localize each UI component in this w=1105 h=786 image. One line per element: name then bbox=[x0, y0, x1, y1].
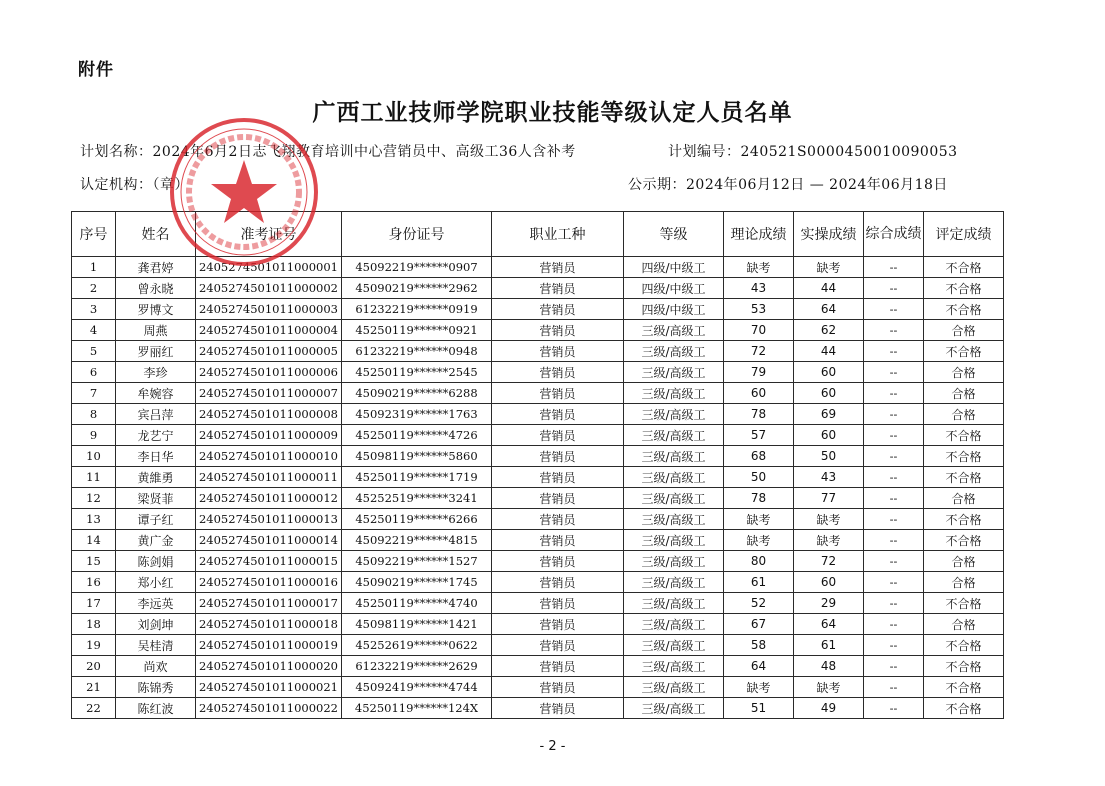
skill-level: 三级/高级工 bbox=[624, 635, 724, 656]
exam-ticket-number: 2405274501011000018 bbox=[196, 614, 342, 635]
row-index: 19 bbox=[72, 635, 116, 656]
exam-ticket-number: 2405274501011000009 bbox=[196, 425, 342, 446]
skill-level: 三级/高级工 bbox=[624, 341, 724, 362]
row-index: 16 bbox=[72, 572, 116, 593]
plan-name: 计划名称：2024年6月2日志飞翔教育培训中心营销员中、高级工36人含补考 bbox=[80, 144, 576, 160]
exam-ticket-number: 2405274501011000020 bbox=[196, 656, 342, 677]
exam-ticket-number: 2405274501011000013 bbox=[196, 509, 342, 530]
final-result: 不合格 bbox=[924, 677, 1004, 698]
theory-score: 78 bbox=[724, 404, 794, 425]
theory-score: 51 bbox=[724, 698, 794, 719]
table-row bbox=[72, 635, 1004, 656]
occupation: 营销员 bbox=[492, 551, 624, 572]
table-row bbox=[72, 404, 1004, 425]
practical-score: 缺考 bbox=[794, 257, 864, 278]
practical-score: 缺考 bbox=[794, 530, 864, 551]
table-row bbox=[72, 677, 1004, 698]
person-name: 刘剑坤 bbox=[116, 614, 196, 635]
person-name: 黄广金 bbox=[116, 530, 196, 551]
person-name: 李远英 bbox=[116, 593, 196, 614]
theory-score: 80 bbox=[724, 551, 794, 572]
table-row bbox=[72, 278, 1004, 299]
person-name: 罗博文 bbox=[116, 299, 196, 320]
id-number: 45092419******4744 bbox=[342, 677, 492, 698]
theory-score: 79 bbox=[724, 362, 794, 383]
composite-score: -- bbox=[864, 614, 924, 635]
final-result: 不合格 bbox=[924, 593, 1004, 614]
exam-ticket-number: 2405274501011000002 bbox=[196, 278, 342, 299]
page-number: - 2 - bbox=[539, 739, 566, 754]
practical-score: 60 bbox=[794, 362, 864, 383]
occupation: 营销员 bbox=[492, 362, 624, 383]
table-row bbox=[72, 446, 1004, 467]
composite-score: -- bbox=[864, 635, 924, 656]
theory-score: 缺考 bbox=[724, 530, 794, 551]
row-index: 15 bbox=[72, 551, 116, 572]
theory-score: 缺考 bbox=[724, 257, 794, 278]
person-name: 曾永晓 bbox=[116, 278, 196, 299]
occupation: 营销员 bbox=[492, 425, 624, 446]
exam-ticket-number: 2405274501011000003 bbox=[196, 299, 342, 320]
final-result: 合格 bbox=[924, 404, 1004, 425]
occupation: 营销员 bbox=[492, 446, 624, 467]
theory-score: 61 bbox=[724, 572, 794, 593]
row-index: 20 bbox=[72, 656, 116, 677]
occupation: 营销员 bbox=[492, 467, 624, 488]
column-header: 理论成绩 bbox=[724, 212, 794, 257]
final-result: 不合格 bbox=[924, 341, 1004, 362]
composite-score: -- bbox=[864, 362, 924, 383]
table-row bbox=[72, 593, 1004, 614]
occupation: 营销员 bbox=[492, 614, 624, 635]
table-row bbox=[72, 341, 1004, 362]
exam-ticket-number: 2405274501011000016 bbox=[196, 572, 342, 593]
document-title: 广西工业技师学院职业技能等级认定人员名单 bbox=[312, 100, 793, 126]
theory-score: 53 bbox=[724, 299, 794, 320]
composite-score: -- bbox=[864, 467, 924, 488]
occupation: 营销员 bbox=[492, 656, 624, 677]
skill-level: 三级/高级工 bbox=[624, 446, 724, 467]
person-name: 陈红波 bbox=[116, 698, 196, 719]
id-number: 61232219******2629 bbox=[342, 656, 492, 677]
row-index: 8 bbox=[72, 404, 116, 425]
column-header: 职业工种 bbox=[492, 212, 624, 257]
final-result: 不合格 bbox=[924, 635, 1004, 656]
table-row bbox=[72, 299, 1004, 320]
exam-ticket-number: 2405274501011000017 bbox=[196, 593, 342, 614]
composite-score: -- bbox=[864, 425, 924, 446]
exam-ticket-number: 2405274501011000022 bbox=[196, 698, 342, 719]
composite-score: -- bbox=[864, 299, 924, 320]
practical-score: 61 bbox=[794, 635, 864, 656]
row-index: 9 bbox=[72, 425, 116, 446]
theory-score: 50 bbox=[724, 467, 794, 488]
occupation: 营销员 bbox=[492, 677, 624, 698]
practical-score: 72 bbox=[794, 551, 864, 572]
practical-score: 60 bbox=[794, 383, 864, 404]
row-index: 2 bbox=[72, 278, 116, 299]
skill-level: 三级/高级工 bbox=[624, 698, 724, 719]
publicity-period: 公示期：2024年06月12日 — 2024年06月18日 bbox=[628, 177, 948, 193]
theory-score: 58 bbox=[724, 635, 794, 656]
final-result: 合格 bbox=[924, 572, 1004, 593]
occupation: 营销员 bbox=[492, 530, 624, 551]
table-body bbox=[72, 257, 1004, 719]
practical-score: 64 bbox=[794, 299, 864, 320]
final-result: 不合格 bbox=[924, 530, 1004, 551]
skill-level: 三级/高级工 bbox=[624, 572, 724, 593]
skill-level: 三级/高级工 bbox=[624, 593, 724, 614]
id-number: 45250119******124X bbox=[342, 698, 492, 719]
composite-score: -- bbox=[864, 572, 924, 593]
practical-score: 缺考 bbox=[794, 509, 864, 530]
id-number: 45250119******6266 bbox=[342, 509, 492, 530]
certifying-organization: 认定机构：（章） bbox=[80, 177, 189, 193]
person-name: 谭子红 bbox=[116, 509, 196, 530]
practical-score: 50 bbox=[794, 446, 864, 467]
composite-score: -- bbox=[864, 383, 924, 404]
exam-ticket-number: 2405274501011000007 bbox=[196, 383, 342, 404]
skill-level: 三级/高级工 bbox=[624, 467, 724, 488]
theory-score: 68 bbox=[724, 446, 794, 467]
composite-score: -- bbox=[864, 278, 924, 299]
practical-score: 44 bbox=[794, 341, 864, 362]
row-index: 18 bbox=[72, 614, 116, 635]
theory-score: 43 bbox=[724, 278, 794, 299]
column-header: 准考证号 bbox=[196, 212, 342, 257]
person-name: 李日华 bbox=[116, 446, 196, 467]
id-number: 45092219******4815 bbox=[342, 530, 492, 551]
skill-level: 三级/高级工 bbox=[624, 383, 724, 404]
exam-ticket-number: 2405274501011000004 bbox=[196, 320, 342, 341]
person-name: 郑小红 bbox=[116, 572, 196, 593]
occupation: 营销员 bbox=[492, 341, 624, 362]
skill-level: 三级/高级工 bbox=[624, 677, 724, 698]
exam-ticket-number: 2405274501011000005 bbox=[196, 341, 342, 362]
person-name: 牟婉容 bbox=[116, 383, 196, 404]
composite-score: -- bbox=[864, 677, 924, 698]
final-result: 合格 bbox=[924, 551, 1004, 572]
id-number: 61232219******0948 bbox=[342, 341, 492, 362]
exam-ticket-number: 2405274501011000008 bbox=[196, 404, 342, 425]
practical-score: 48 bbox=[794, 656, 864, 677]
person-name: 尚欢 bbox=[116, 656, 196, 677]
exam-ticket-number: 2405274501011000015 bbox=[196, 551, 342, 572]
exam-ticket-number: 2405274501011000006 bbox=[196, 362, 342, 383]
final-result: 合格 bbox=[924, 320, 1004, 341]
skill-level: 三级/高级工 bbox=[624, 614, 724, 635]
plan-code: 计划编号：240521S0000450010090053 bbox=[668, 144, 958, 160]
occupation: 营销员 bbox=[492, 593, 624, 614]
practical-score: 44 bbox=[794, 278, 864, 299]
id-number: 45250119******4740 bbox=[342, 593, 492, 614]
id-number: 45250119******0921 bbox=[342, 320, 492, 341]
occupation: 营销员 bbox=[492, 320, 624, 341]
occupation: 营销员 bbox=[492, 278, 624, 299]
id-number: 61232219******0919 bbox=[342, 299, 492, 320]
id-number: 45092219******0907 bbox=[342, 257, 492, 278]
id-number: 45250119******4726 bbox=[342, 425, 492, 446]
skill-level: 三级/高级工 bbox=[624, 320, 724, 341]
id-number: 45250119******1719 bbox=[342, 467, 492, 488]
exam-ticket-number: 2405274501011000010 bbox=[196, 446, 342, 467]
column-header: 序号 bbox=[72, 212, 116, 257]
column-header: 等级 bbox=[624, 212, 724, 257]
theory-score: 57 bbox=[724, 425, 794, 446]
composite-score: -- bbox=[864, 320, 924, 341]
column-header: 评定成绩 bbox=[924, 212, 1004, 257]
column-header: 姓名 bbox=[116, 212, 196, 257]
practical-score: 49 bbox=[794, 698, 864, 719]
table-row bbox=[72, 467, 1004, 488]
composite-score: -- bbox=[864, 404, 924, 425]
row-index: 12 bbox=[72, 488, 116, 509]
column-header: 综合成绩 bbox=[864, 212, 924, 257]
composite-score: -- bbox=[864, 446, 924, 467]
practical-score: 29 bbox=[794, 593, 864, 614]
table-row bbox=[72, 530, 1004, 551]
person-name: 宾吕萍 bbox=[116, 404, 196, 425]
skill-level: 三级/高级工 bbox=[624, 362, 724, 383]
final-result: 不合格 bbox=[924, 446, 1004, 467]
id-number: 45090219******1745 bbox=[342, 572, 492, 593]
theory-score: 70 bbox=[724, 320, 794, 341]
practical-score: 77 bbox=[794, 488, 864, 509]
theory-score: 64 bbox=[724, 656, 794, 677]
row-index: 1 bbox=[72, 257, 116, 278]
final-result: 不合格 bbox=[924, 278, 1004, 299]
id-number: 45252619******0622 bbox=[342, 635, 492, 656]
row-index: 11 bbox=[72, 467, 116, 488]
final-result: 不合格 bbox=[924, 257, 1004, 278]
row-index: 17 bbox=[72, 593, 116, 614]
row-index: 7 bbox=[72, 383, 116, 404]
column-header: 实操成绩 bbox=[794, 212, 864, 257]
id-number: 45090219******2962 bbox=[342, 278, 492, 299]
row-index: 13 bbox=[72, 509, 116, 530]
theory-score: 52 bbox=[724, 593, 794, 614]
skill-level: 四级/中级工 bbox=[624, 299, 724, 320]
final-result: 合格 bbox=[924, 614, 1004, 635]
row-index: 4 bbox=[72, 320, 116, 341]
theory-score: 60 bbox=[724, 383, 794, 404]
person-name: 陈锦秀 bbox=[116, 677, 196, 698]
final-result: 不合格 bbox=[924, 698, 1004, 719]
table-row bbox=[72, 551, 1004, 572]
practical-score: 缺考 bbox=[794, 677, 864, 698]
skill-level: 三级/高级工 bbox=[624, 551, 724, 572]
person-name: 龚君婷 bbox=[116, 257, 196, 278]
row-index: 10 bbox=[72, 446, 116, 467]
table-header-row bbox=[72, 212, 1004, 257]
composite-score: -- bbox=[864, 656, 924, 677]
occupation: 营销员 bbox=[492, 488, 624, 509]
theory-score: 缺考 bbox=[724, 509, 794, 530]
table-row bbox=[72, 614, 1004, 635]
row-index: 22 bbox=[72, 698, 116, 719]
row-index: 14 bbox=[72, 530, 116, 551]
practical-score: 60 bbox=[794, 572, 864, 593]
id-number: 45092219******1527 bbox=[342, 551, 492, 572]
exam-ticket-number: 2405274501011000021 bbox=[196, 677, 342, 698]
id-number: 45092319******1763 bbox=[342, 404, 492, 425]
row-index: 21 bbox=[72, 677, 116, 698]
practical-score: 60 bbox=[794, 425, 864, 446]
occupation: 营销员 bbox=[492, 635, 624, 656]
skill-level: 三级/高级工 bbox=[624, 488, 724, 509]
exam-ticket-number: 2405274501011000014 bbox=[196, 530, 342, 551]
row-index: 3 bbox=[72, 299, 116, 320]
person-name: 黄維勇 bbox=[116, 467, 196, 488]
skill-level: 三级/高级工 bbox=[624, 656, 724, 677]
occupation: 营销员 bbox=[492, 299, 624, 320]
composite-score: -- bbox=[864, 530, 924, 551]
table-row bbox=[72, 488, 1004, 509]
table-row bbox=[72, 698, 1004, 719]
occupation: 营销员 bbox=[492, 509, 624, 530]
table-row bbox=[72, 362, 1004, 383]
table-row bbox=[72, 425, 1004, 446]
table-row bbox=[72, 572, 1004, 593]
occupation: 营销员 bbox=[492, 257, 624, 278]
person-name: 梁贤菲 bbox=[116, 488, 196, 509]
id-number: 45250119******2545 bbox=[342, 362, 492, 383]
theory-score: 78 bbox=[724, 488, 794, 509]
theory-score: 缺考 bbox=[724, 677, 794, 698]
table-row bbox=[72, 656, 1004, 677]
person-name: 罗丽红 bbox=[116, 341, 196, 362]
person-name: 陈剑娟 bbox=[116, 551, 196, 572]
skill-level: 四级/中级工 bbox=[624, 278, 724, 299]
practical-score: 43 bbox=[794, 467, 864, 488]
composite-score: -- bbox=[864, 551, 924, 572]
table-row bbox=[72, 383, 1004, 404]
skill-level: 三级/高级工 bbox=[624, 530, 724, 551]
composite-score: -- bbox=[864, 488, 924, 509]
final-result: 不合格 bbox=[924, 299, 1004, 320]
personnel-table bbox=[71, 211, 1004, 719]
skill-level: 三级/高级工 bbox=[624, 425, 724, 446]
attachment-label: 附件 bbox=[78, 60, 114, 80]
person-name: 吴桂清 bbox=[116, 635, 196, 656]
skill-level: 四级/中级工 bbox=[624, 257, 724, 278]
final-result: 合格 bbox=[924, 488, 1004, 509]
final-result: 不合格 bbox=[924, 656, 1004, 677]
theory-score: 72 bbox=[724, 341, 794, 362]
person-name: 龙艺宁 bbox=[116, 425, 196, 446]
column-header: 身份证号 bbox=[342, 212, 492, 257]
composite-score: -- bbox=[864, 698, 924, 719]
composite-score: -- bbox=[864, 593, 924, 614]
table-row bbox=[72, 320, 1004, 341]
final-result: 不合格 bbox=[924, 509, 1004, 530]
occupation: 营销员 bbox=[492, 698, 624, 719]
exam-ticket-number: 2405274501011000001 bbox=[196, 257, 342, 278]
final-result: 合格 bbox=[924, 383, 1004, 404]
practical-score: 62 bbox=[794, 320, 864, 341]
row-index: 6 bbox=[72, 362, 116, 383]
table-row bbox=[72, 257, 1004, 278]
composite-score: -- bbox=[864, 341, 924, 362]
skill-level: 三级/高级工 bbox=[624, 404, 724, 425]
skill-level: 三级/高级工 bbox=[624, 509, 724, 530]
theory-score: 67 bbox=[724, 614, 794, 635]
table-row bbox=[72, 509, 1004, 530]
composite-score: -- bbox=[864, 509, 924, 530]
final-result: 不合格 bbox=[924, 467, 1004, 488]
occupation: 营销员 bbox=[492, 572, 624, 593]
exam-ticket-number: 2405274501011000019 bbox=[196, 635, 342, 656]
final-result: 不合格 bbox=[924, 425, 1004, 446]
occupation: 营销员 bbox=[492, 383, 624, 404]
person-name: 李珍 bbox=[116, 362, 196, 383]
id-number: 45098119******5860 bbox=[342, 446, 492, 467]
row-index: 5 bbox=[72, 341, 116, 362]
exam-ticket-number: 2405274501011000012 bbox=[196, 488, 342, 509]
id-number: 45098119******1421 bbox=[342, 614, 492, 635]
person-name: 周燕 bbox=[116, 320, 196, 341]
composite-score: -- bbox=[864, 257, 924, 278]
final-result: 合格 bbox=[924, 362, 1004, 383]
practical-score: 69 bbox=[794, 404, 864, 425]
occupation: 营销员 bbox=[492, 404, 624, 425]
id-number: 45252519******3241 bbox=[342, 488, 492, 509]
exam-ticket-number: 2405274501011000011 bbox=[196, 467, 342, 488]
id-number: 45090219******6288 bbox=[342, 383, 492, 404]
practical-score: 64 bbox=[794, 614, 864, 635]
